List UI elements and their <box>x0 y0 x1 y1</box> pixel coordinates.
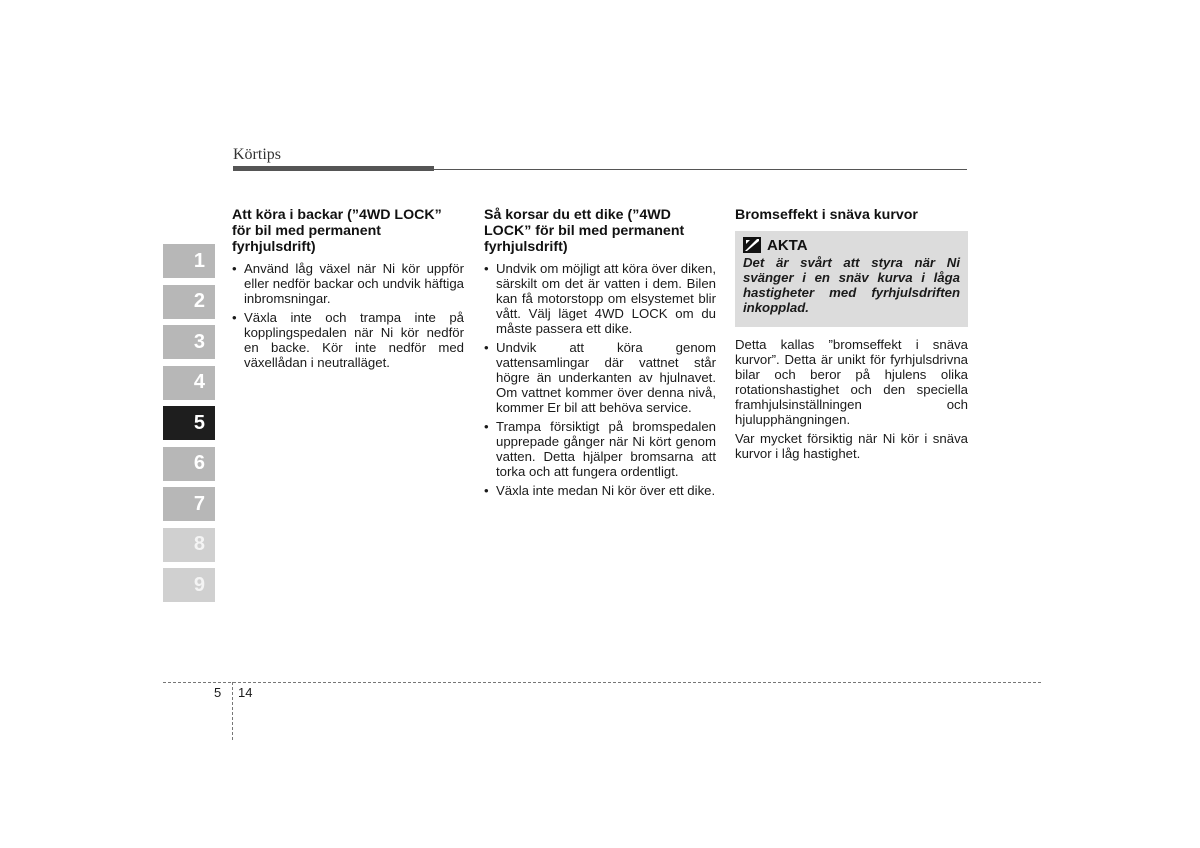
caution-box <box>735 231 968 327</box>
section-title: Körtips <box>233 146 281 163</box>
caution-text: Det är svårt att styra när Ni svänger i en snäv kurva i låga hastigheter med fyrhjulsdriften inkopplad. <box>743 255 960 315</box>
list-item: • Undvik att köra genom vattensamlingar där vattnet står högre än underkanten av hjulnavet. Om vattnet kommer över denna nivå, kommer Er bil att behöva service. <box>484 340 716 415</box>
list-item: • Växla inte och trampa inte på kopplingspedalen när Ni kör nedför en backe. Kör inte nedför med växellådan i neutralläget. <box>232 310 464 370</box>
column-hills <box>232 207 464 374</box>
chapter-tabs <box>163 244 215 609</box>
caution-label: AKTA <box>767 236 808 254</box>
chapter-tab-3[interactable]: 3 <box>163 325 215 359</box>
column-ditch <box>484 207 716 502</box>
chapter-tab-4[interactable]: 4 <box>163 366 215 400</box>
caution-header <box>743 237 960 253</box>
list-item: • Växla inte medan Ni kör över ett dike. <box>484 483 716 498</box>
brake-effect-paragraph: Var mycket försiktig när Ni kör i snäva kurvor i låg hastighet. <box>735 431 968 461</box>
footer-divider <box>163 682 1041 683</box>
brake-effect-heading: Bromseffekt i snäva kurvor <box>735 207 918 223</box>
ditch-list <box>484 261 716 498</box>
hills-heading: Att köra i backar (”4WD LOCK” för bil med permanent fyrhjulsdrift) <box>232 207 442 255</box>
page-number: 14 <box>238 685 253 700</box>
list-item: • Använd låg växel när Ni kör uppför eller nedför backar och undvik häftiga inbromsningar. <box>232 261 464 306</box>
list-item: • Undvik om möjligt att köra över diken, särskilt om det är vatten i dem. Bilen kan få motorstopp om elsystemet blir vått. Välj läget 4WD LOCK om du måste passera ett dike. <box>484 261 716 336</box>
chapter-tab-1[interactable]: 1 <box>163 244 215 278</box>
chapter-tab-7[interactable]: 7 <box>163 487 215 521</box>
page-chapter-number: 5 <box>214 685 222 700</box>
chapter-tab-2[interactable]: 2 <box>163 285 215 319</box>
chapter-tab-5[interactable]: 5 <box>163 406 215 440</box>
chapter-tab-8[interactable]: 8 <box>163 528 215 562</box>
chapter-tab-9[interactable]: 9 <box>163 568 215 602</box>
footer-vertical-divider <box>232 682 233 740</box>
header-rule <box>434 169 967 170</box>
column-brake-effect <box>735 207 968 465</box>
ditch-heading: Så korsar du ett dike (”4WD LOCK” för bil med permanent fyrhjulsdrift) <box>484 207 685 255</box>
hills-list <box>232 261 464 370</box>
chapter-tab-6[interactable]: 6 <box>163 447 215 481</box>
brake-effect-paragraph: Detta kallas ”bromseffekt i snäva kurvor”. Detta är unikt för fyrhjulsdrivna bilar och beror på hjulens olika rotationshastighet och den speciella framhjulsinställningen och hjulupphängningen. <box>735 337 968 427</box>
list-item: • Trampa försiktigt på bromspedalen upprepade gånger när Ni kört genom vatten. Detta hjälper bromsarna att torka och att fungera ordentligt. <box>484 419 716 479</box>
caution-slash-icon <box>743 237 761 253</box>
header-accent-bar <box>233 166 434 171</box>
